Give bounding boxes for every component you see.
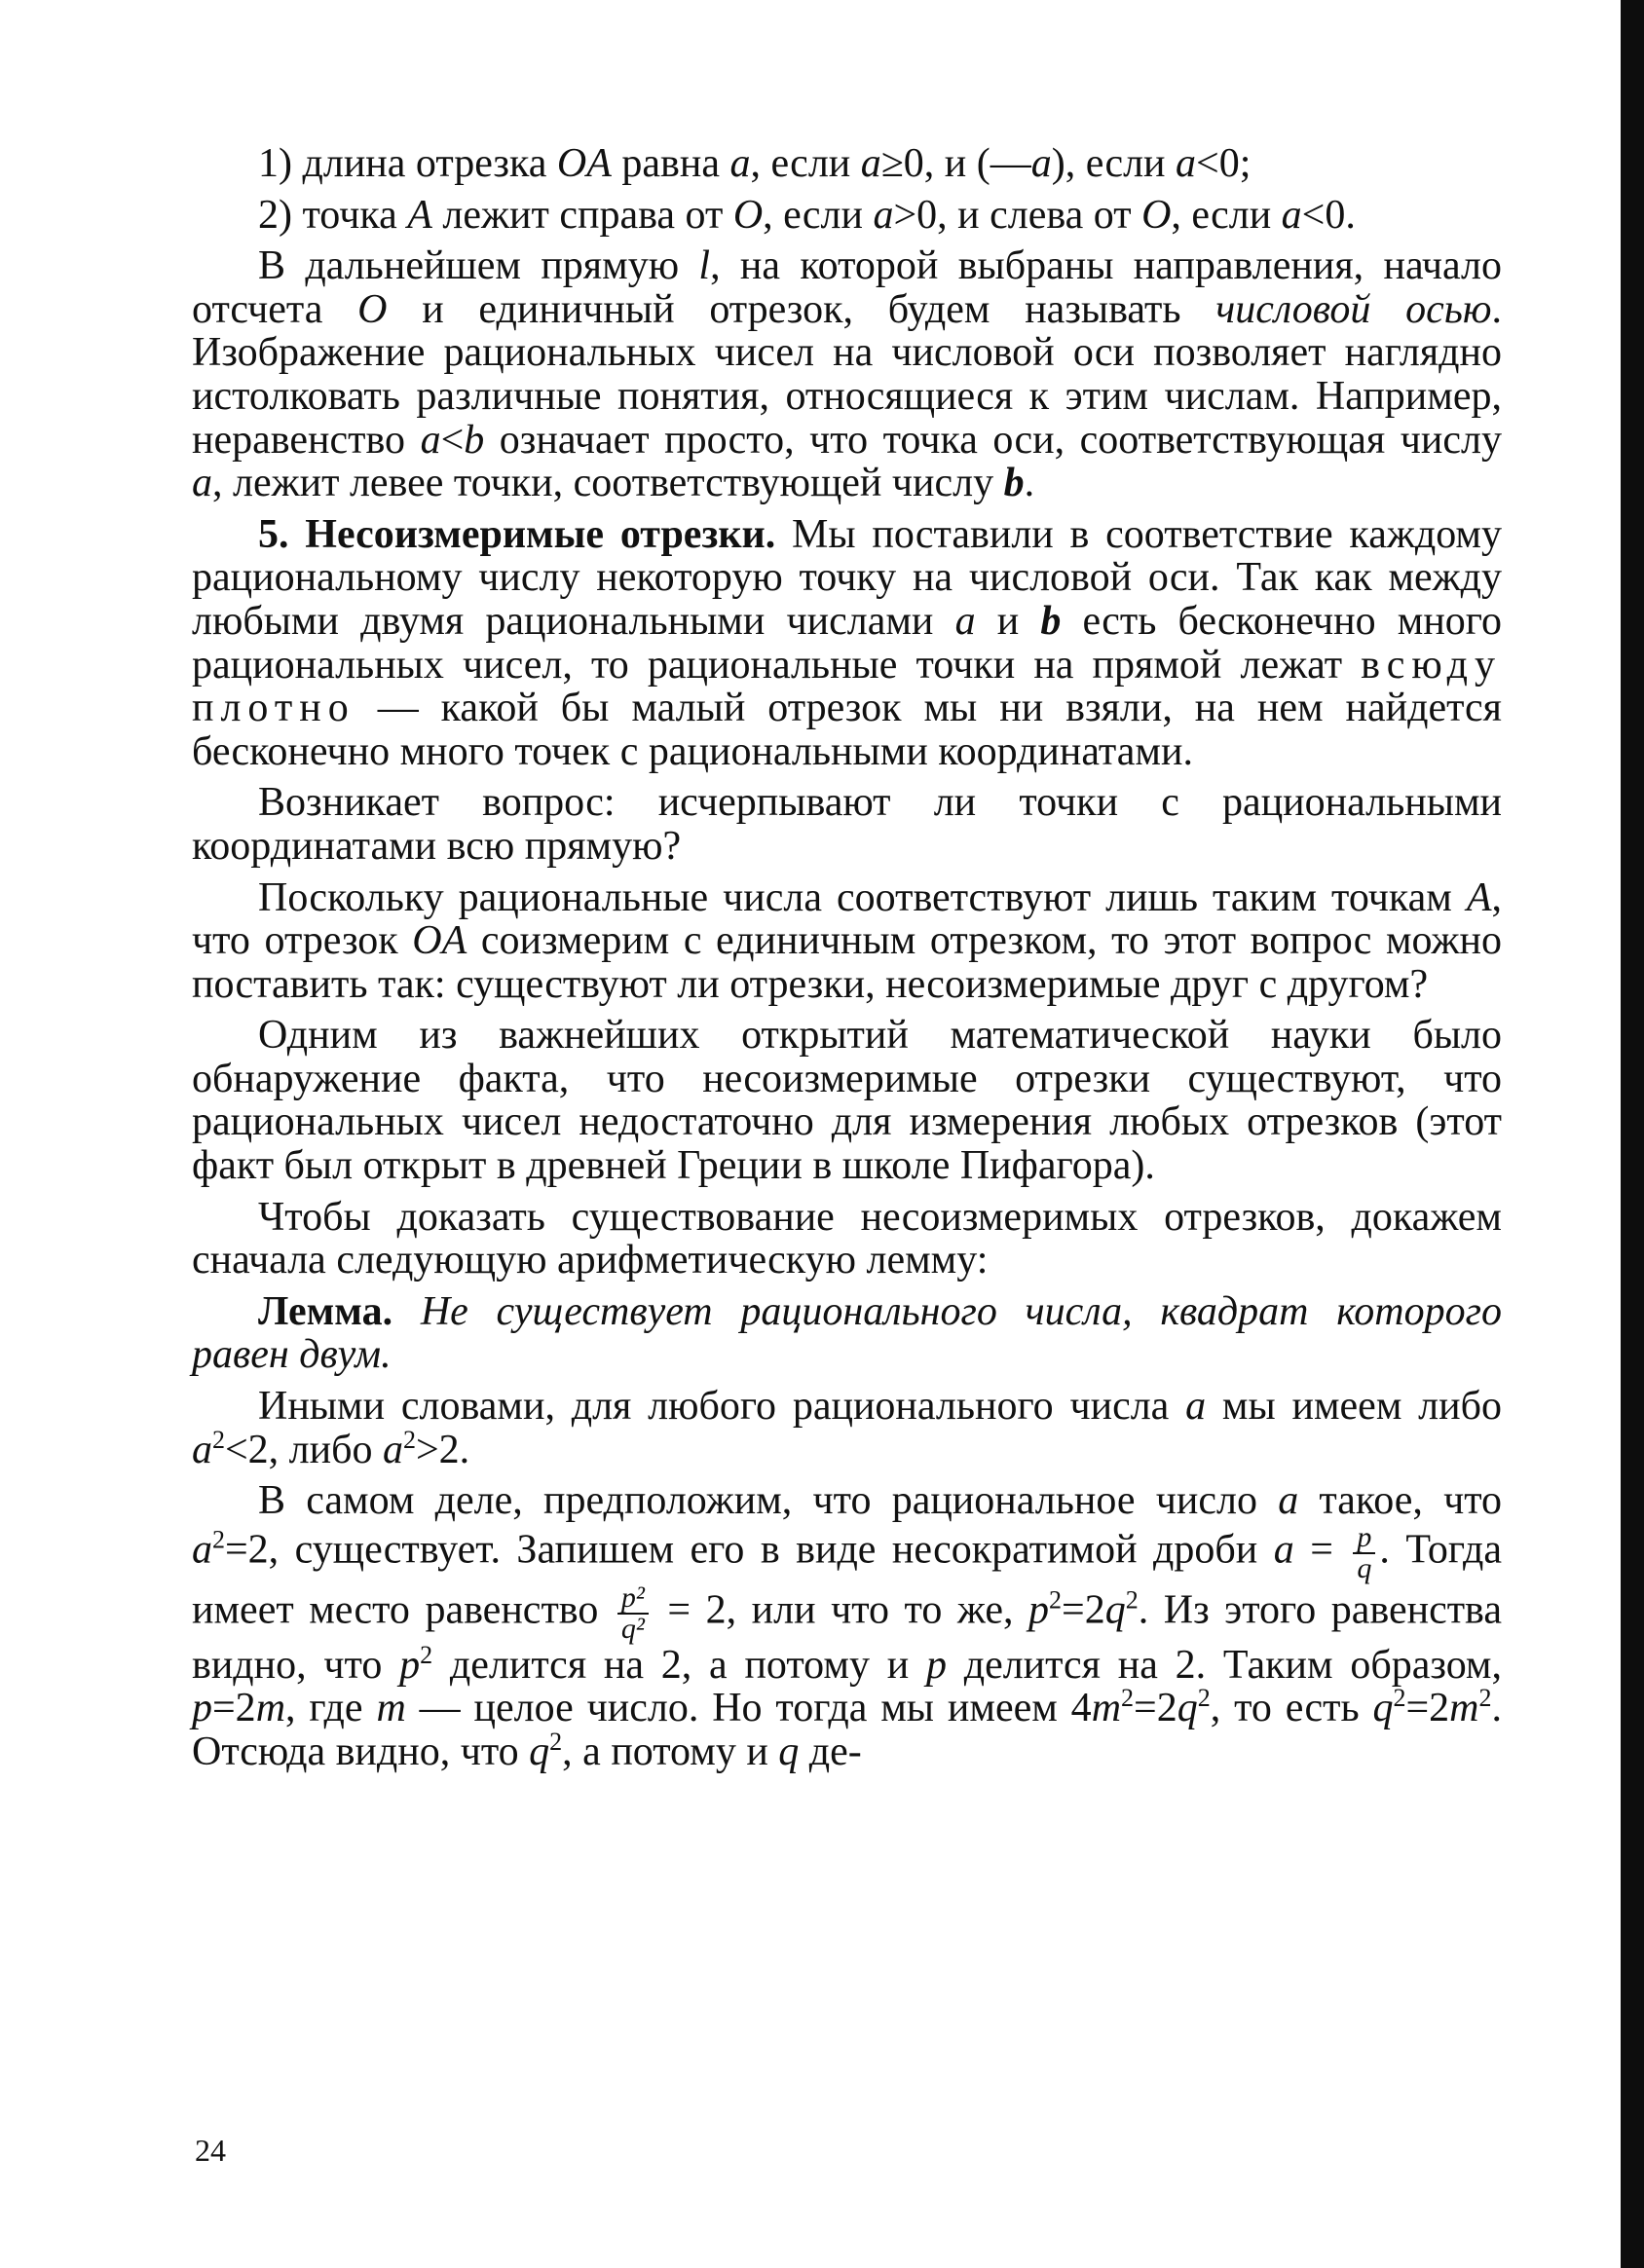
page-edge-shadow: [1621, 0, 1644, 2268]
paragraph-prove: Чтобы доказать существование несоизмеримых отрезков, докажем сначала следующую арифметическую лемму:: [192, 1194, 1502, 1283]
lemma-text: Не существует рационального числа, квадрат которого равен двум.: [192, 1288, 1502, 1378]
section-heading: 5. Несоизмеримые отрезки.: [258, 511, 776, 557]
lemma-label: Лемма.: [258, 1288, 393, 1334]
paragraph-since: Поскольку рациональные числа соответствуют лишь таким точкам A, что отрезок OA соизмерим с единичным отрезком, то этот вопрос можно поставить так: существуют ли отрезки, несоизмеримые друг с другом?: [192, 874, 1502, 1007]
lemma: [192, 1290, 1502, 1377]
list-item-1: 1) длина отрезка OA равна a, если a≥0, и (—a), если a<0;: [258, 141, 1252, 186]
fraction-p2-over-q2: $\frac{\text{p²}}{\text{q²}}$: [617, 1583, 649, 1644]
page-body: [192, 142, 1502, 1782]
paragraph-in-other-words: Иными словами, для любого рационального числа a мы имеем либо $a^2<2$, либо $a^2>2$.: [192, 1384, 1502, 1472]
paragraph-question: Возникает вопрос: исчерпывают ли точки с рациональными координатами всю прямую?: [192, 780, 1502, 869]
paragraph-proof: В самом деле, предположим, что рациональное число a такое, что $a^2=2$, существует. Запишем его в виде несократимой дроби a = $\frac{p}{q}$ . Тогда имеет место равенство $\frac{\text{p²}}{\text{q²}}$ = 2, или что то же, $p^2=2q^2$. Из этого равенства видно, что $p^2$ делится на 2, а потому и p делится на 2. Таким образом, p=2m, где m — целое число. Но тогда мы имеем $4m^2=2q^2$, то есть $q^2=2m^2$. Отсюда видно, что $q^2$, а потому и q де-: [192, 1478, 1503, 1774]
paragraph-number-axis: В дальнейшем прямую l, на которой выбраны направления, начало отсчета O и единичный отрезок, будем называть числовой осью. Изображение рациональных чисел на числовой оси позволяет наглядно истолковать различные понятия, относящиеся к этим числам. Например, неравенство a<b означает просто, что точка оси, соответствующая числу a, лежит левее точки, соответствующей числу b.: [192, 243, 1502, 506]
paragraph-discovery: Одним из важнейших открытий математической науки было обнаружение факта, что несоизмеримые отрезки существуют, что рациональных чисел недостаточно для измерения любых отрезков (этот факт был открыт в древней Греции в школе Пифагора).: [192, 1013, 1502, 1189]
section-5: 5. Несоизмеримые отрезки. Мы поставили в соответствие каждому рациональному числу некоторую точку на числовой оси. Так как между любыми двумя рациональными числами a и b есть бесконечно много рациональных чисел, то рациональные точки на прямой лежат всюду плотно — какой бы малый отрезок мы ни взяли, на нем найдется бесконечно много точек с рациональными координатами.: [192, 511, 1502, 774]
page-number: 24: [195, 2133, 226, 2168]
fraction-p-over-q: $\frac{p}{q}$: [1353, 1523, 1375, 1583]
list-item-2: 2) точка A лежит справа от O, если a>0, и слева от O, если a<0.: [258, 192, 1356, 238]
